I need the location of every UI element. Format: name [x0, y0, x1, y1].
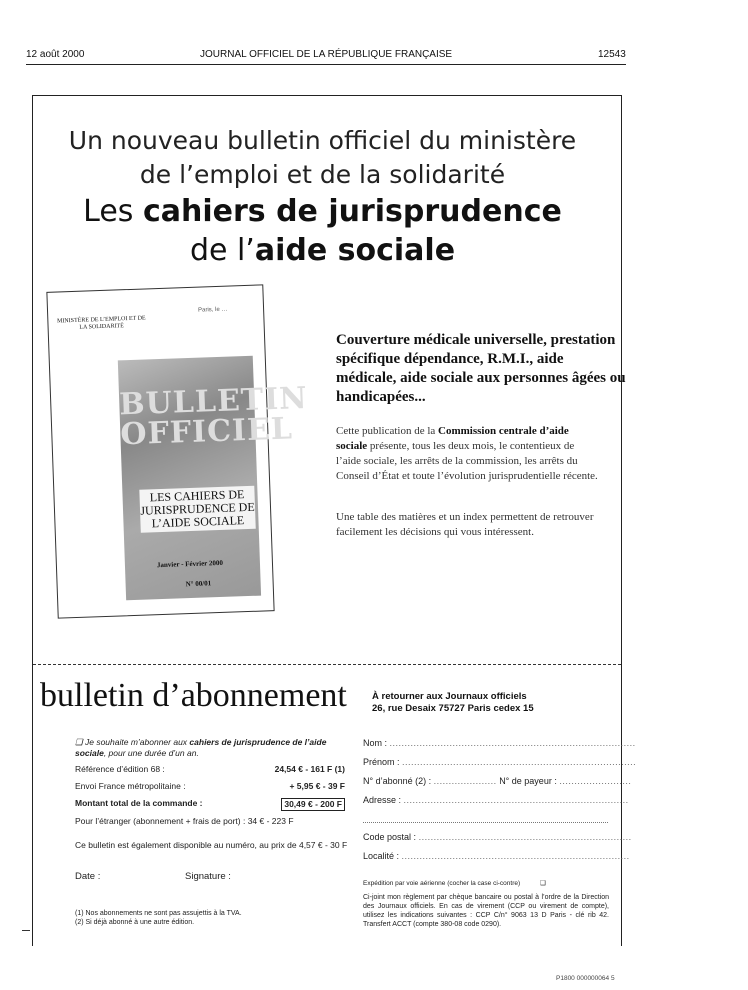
price-row-total: [75, 798, 345, 809]
price-total-box: 30,49 € - 200 F: [281, 798, 345, 811]
description-bold: Commission centrale d’aide sociale: [336, 425, 569, 452]
cover-big-title: BULLETIN OFFICIEL: [118, 380, 309, 453]
description-text: Cette publication de la: [336, 425, 439, 437]
index-paragraph: Une table des matières et un index permettent de retrouver facilement les décisions qui vous intéressent.: [336, 511, 594, 538]
abonne-label: N° d’abonné (2) :: [363, 776, 432, 786]
footer-code: P1800 000000064 5: [556, 975, 615, 982]
headline-bold: aide sociale: [254, 233, 456, 268]
intro-bold: cahiers de jurisprudence de l’aide sociale: [75, 737, 327, 758]
cover-top-right: Paris, le …: [198, 306, 228, 314]
nom-label: Nom :: [363, 738, 388, 748]
airmail-checkbox[interactable]: ❑: [539, 880, 546, 887]
form-title: bulletin d’abonnement: [40, 677, 347, 714]
description-paragraph: [336, 424, 598, 484]
cover-title: LES CAHIERS DE JURISPRUDENCE DE L’AIDE SOCIALE: [139, 486, 255, 533]
return-address: [372, 691, 534, 715]
adresse-label: Adresse :: [363, 795, 402, 805]
localite-label: Localité :: [363, 851, 400, 861]
header-journal: JOURNAL OFFICIEL DE LA RÉPUBLIQUE FRANÇAISE: [200, 49, 453, 60]
cut-line: [33, 664, 621, 665]
price-label: Envoi France métropolitaine :: [75, 781, 186, 791]
single-issue-price: Ce bulletin est également disponible au numéro, au prix de 4,57 € - 30 F: [75, 840, 348, 850]
adresse-line[interactable]: [363, 822, 608, 823]
subscribe-checkbox[interactable]: ❑: [75, 737, 83, 747]
headline-line-2: de l’emploi et de la solidarité: [139, 160, 506, 189]
signature-label[interactable]: Signature :: [185, 871, 231, 882]
intro-text: Je souhaite m’abonner aux: [82, 737, 190, 747]
price-label: Référence d’édition 68 :: [75, 764, 165, 774]
headline-prefix: Les: [83, 194, 143, 229]
headline-bold: cahiers de jurisprudence: [142, 194, 562, 229]
cover-number: N° 00/01: [185, 579, 212, 589]
abonne-field[interactable]: N° d’abonné (2) : ..................... N° de payeur : ........................: [363, 776, 632, 786]
price-row: [75, 764, 345, 775]
price-label: Montant total de la commande :: [75, 798, 203, 808]
headline-line-4: [40, 231, 605, 270]
header-page-number: 12543: [598, 49, 626, 60]
localite-field[interactable]: Localité : ............................................................................: [363, 851, 630, 861]
price-row: [75, 781, 345, 792]
headline-title: [40, 192, 605, 270]
price-value: + 5,95 € - 39 F: [289, 781, 345, 791]
subscription-intro: [75, 737, 355, 759]
adresse-field[interactable]: Adresse : ...........................................................................: [363, 795, 629, 805]
price-table: [75, 764, 355, 824]
return-line-1: À retourner aux Journaux officiels: [372, 691, 527, 702]
foreign-price: Pour l’étranger (abonnement + frais de port) : 34 € - 223 F: [75, 816, 294, 826]
headline-intro: [40, 124, 605, 192]
cover-ministry: MINISTÈRE DE L’EMPLOI ET DE LA SOLIDARITÉ: [56, 315, 146, 331]
footnote-2: (2) Si déjà abonné à une autre édition.: [75, 919, 195, 926]
header-rule: [26, 64, 626, 65]
headline-line-1: Un nouveau bulletin officiel du ministère: [68, 126, 577, 155]
nom-field[interactable]: Nom : ..................................................................................: [363, 738, 636, 748]
description-text: présente, tous les deux mois, le contentieux de l’aide sociale, les arrêts de la commission, les arrêts du Conseil d’État et toute l’évolution jurisprudentielle récente.: [336, 440, 598, 482]
cover-date: Janvier - Février 2000: [156, 558, 224, 570]
price-value: 24,54 € - 161 F (1): [274, 764, 345, 774]
code-postal-label: Code postal :: [363, 832, 417, 842]
date-label[interactable]: Date :: [75, 871, 101, 882]
payeur-label: N° de payeur :: [499, 776, 557, 786]
lead-text: Couverture médicale universelle, prestation spécifique dépendance, R.M.I., aide médicale, aide sociale aux personnes âgées ou handicapées...: [336, 332, 626, 405]
payment-instructions: Ci-joint mon règlement par chèque bancaire ou postal à l’ordre de la Direction des Journaux officiels. En cas de virement (CCP ou virement de compte), utilisez les indications suivantes : CCP C/n° 9063 13 D Paris - clé rib 42. Transfert ACCT (compte 380-08 code 0290).: [363, 894, 609, 928]
airmail-label: Expédition par voie aérienne (cocher la case ci-contre): [363, 880, 521, 887]
prenom-field[interactable]: Prénom : ..............................................................................: [363, 757, 637, 767]
headline-prefix: de l’: [189, 233, 255, 268]
airmail-option[interactable]: [363, 878, 603, 889]
headline-line-3: [40, 192, 605, 231]
prenom-label: Prénom :: [363, 757, 400, 767]
footnote-1: (1) Nos abonnements ne sont pas assujettis à la TVA.: [75, 910, 242, 917]
return-line-2: 26, rue Desaix 75727 Paris cedex 15: [372, 703, 534, 714]
header-date: 12 août 2000: [26, 49, 85, 60]
code-postal-field[interactable]: Code postal : .......................................................................: [363, 832, 632, 842]
bulletin-cover-image: [46, 284, 309, 618]
margin-mark: [22, 930, 30, 931]
footnotes: [75, 909, 242, 927]
intro-text: , pour une durée d’un an.: [103, 748, 199, 758]
